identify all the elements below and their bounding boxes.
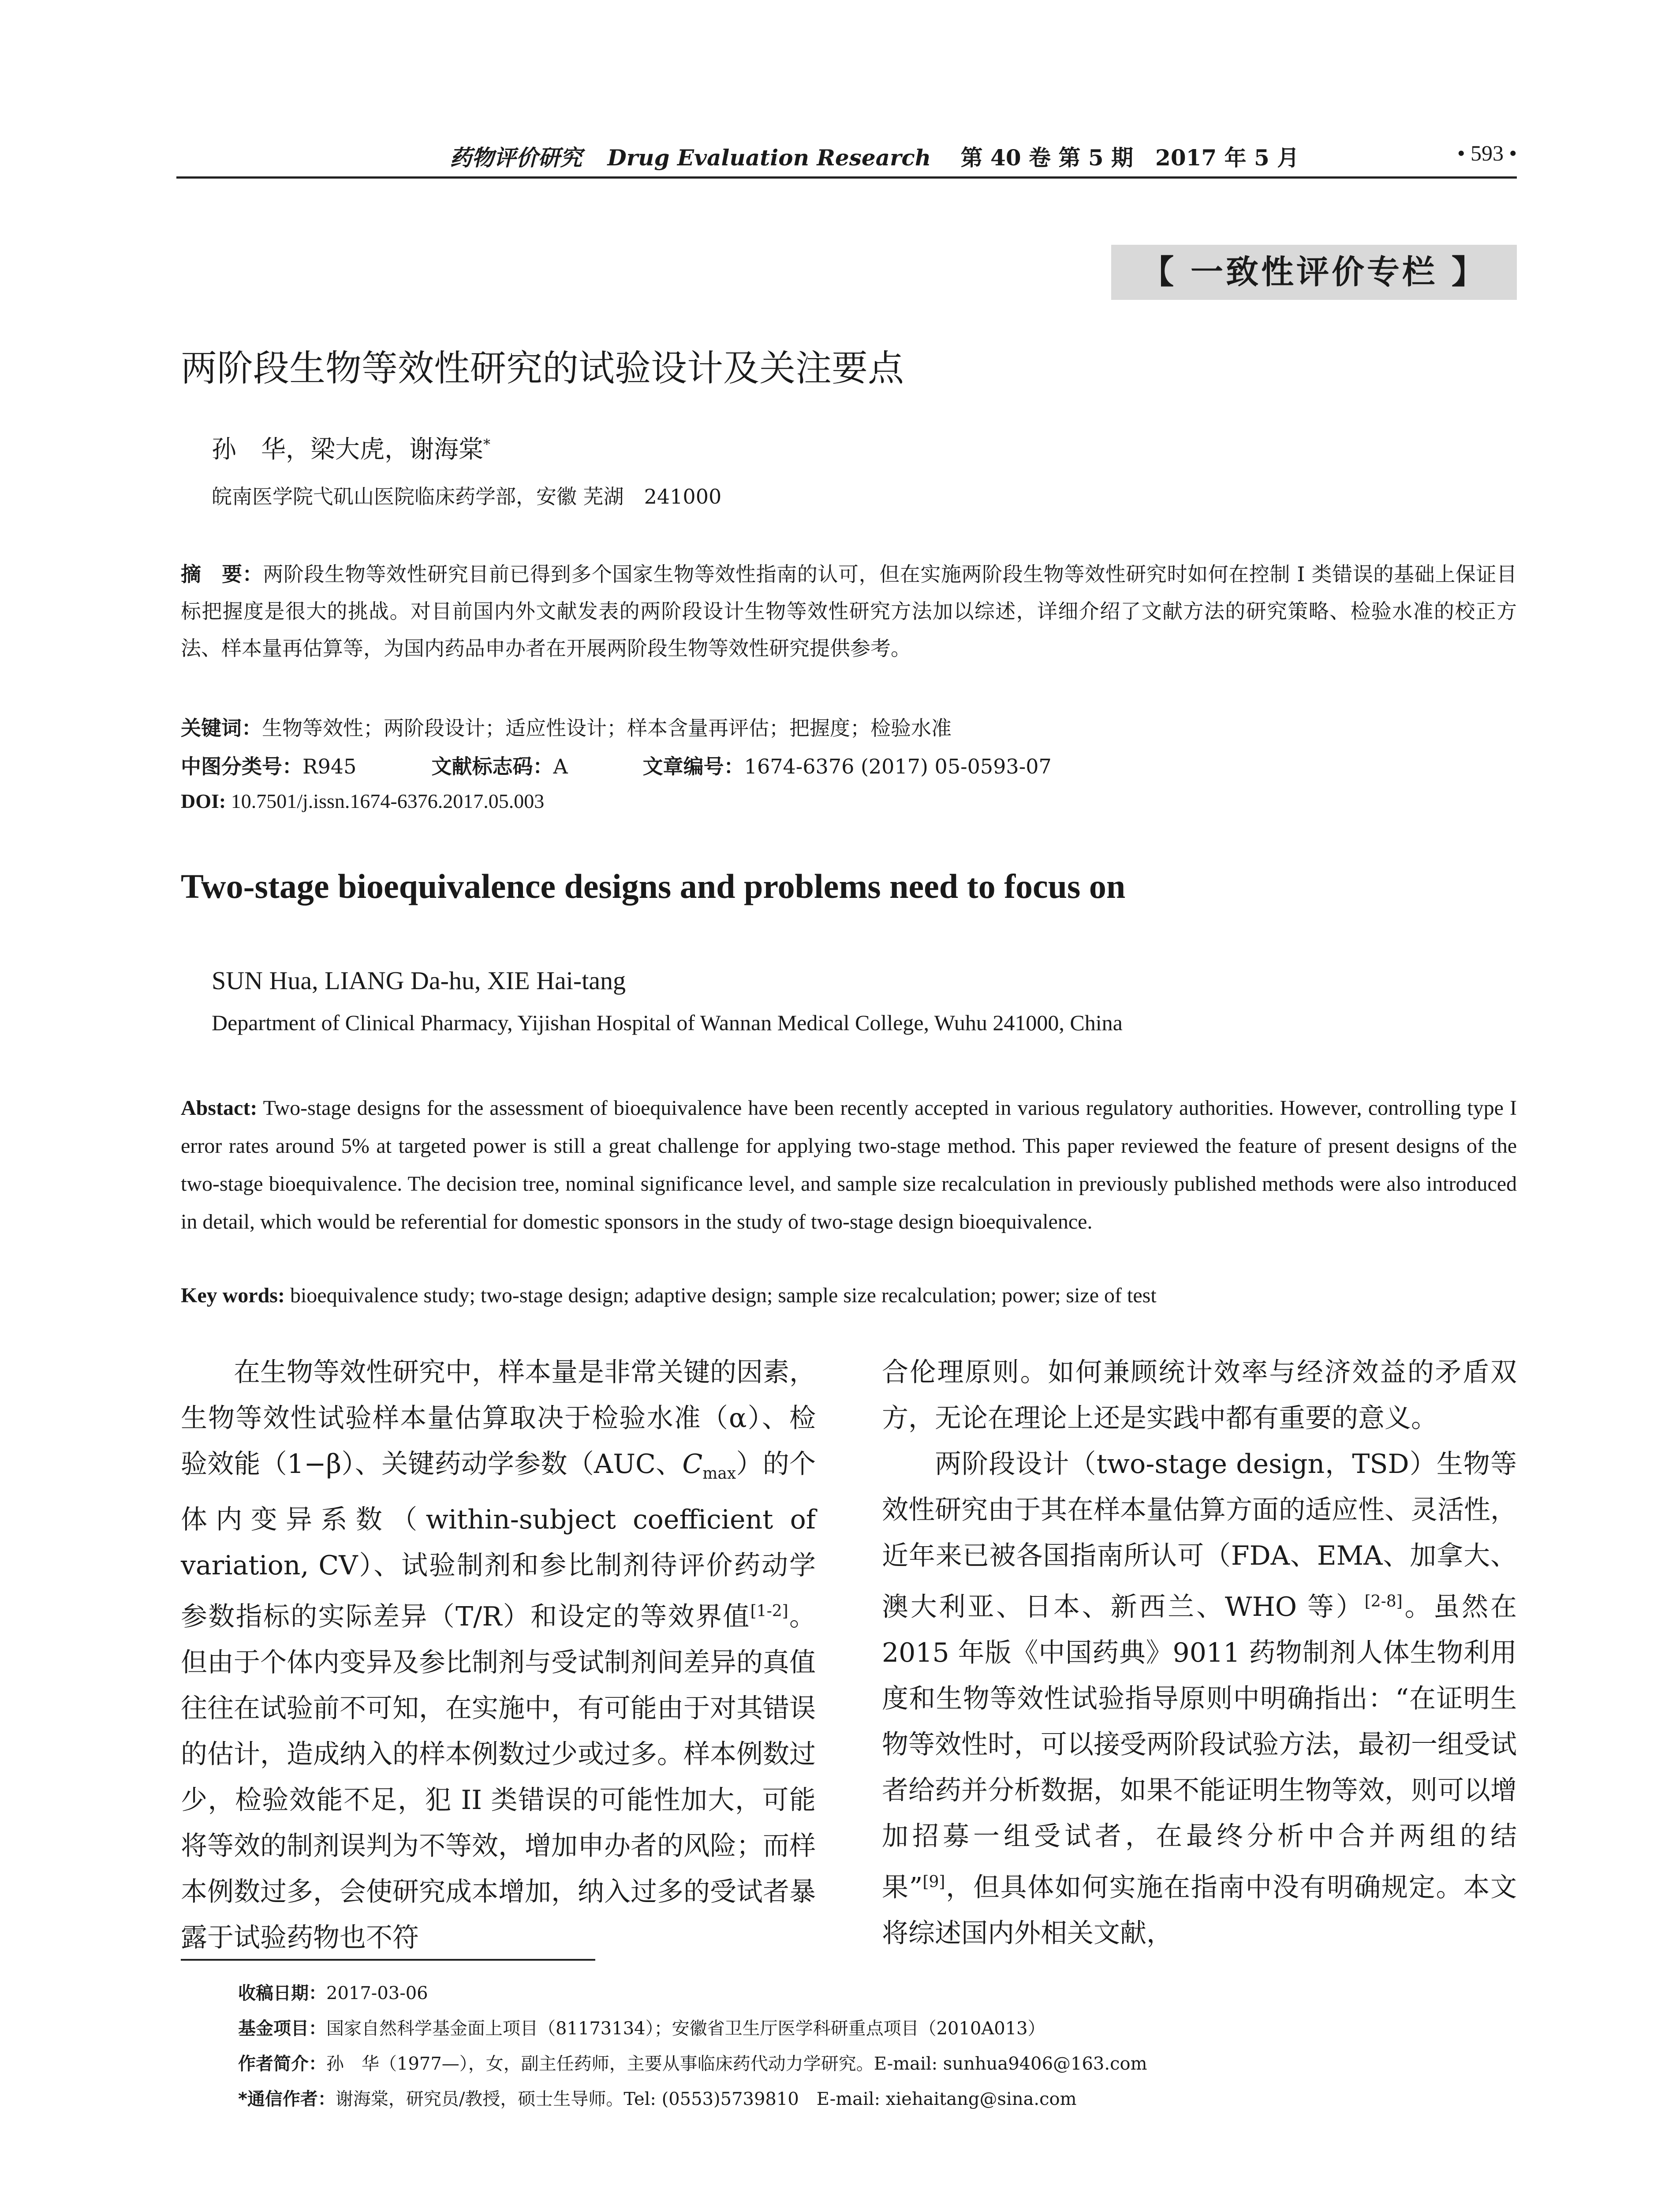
page-number: • 593 • bbox=[1457, 141, 1517, 165]
en-abstract bbox=[181, 1089, 1517, 1241]
en-abstract-label: Abstact: bbox=[181, 1096, 258, 1120]
footnote-rule bbox=[181, 1959, 595, 1961]
citation: [2-8] bbox=[1364, 1592, 1403, 1611]
cmax-subscript: max bbox=[702, 1465, 736, 1483]
cmax-symbol: C bbox=[682, 1449, 703, 1480]
footnotes bbox=[238, 1976, 1517, 2117]
journal-masthead bbox=[450, 140, 1299, 172]
column-tag: 【 一致性评价专栏 】 bbox=[1111, 245, 1517, 300]
cn-author-names: 孙 华，梁大虎，谢海棠 bbox=[212, 435, 483, 464]
footnote-text: 2017-03-06 bbox=[326, 1983, 428, 2003]
en-keywords bbox=[181, 1283, 1517, 1308]
cn-classification bbox=[181, 751, 1517, 780]
doc-code-label: 文献标志码： bbox=[431, 755, 553, 778]
cn-abstract-label: 摘 要： bbox=[181, 562, 263, 586]
running-header bbox=[176, 140, 1517, 176]
citation: [9] bbox=[922, 1873, 945, 1891]
doc-code-value: A bbox=[553, 755, 568, 778]
en-keywords-label: Key words: bbox=[181, 1284, 285, 1307]
corresponding-mark: * bbox=[483, 436, 490, 453]
doi-line bbox=[181, 789, 544, 813]
en-title: Two-stage bioequivalence designs and problems need to focus on bbox=[181, 867, 1126, 905]
body-paragraph: 合伦理原则。如何兼顾统计效率与经济效益的矛盾双方，无论在理论上还是实践中都有重要的意义。 bbox=[882, 1357, 1517, 1434]
cn-abstract bbox=[181, 556, 1517, 667]
footnote-label: 收稿日期： bbox=[238, 1983, 326, 2003]
footnote-received bbox=[238, 1976, 1517, 2011]
doi-label: DOI: bbox=[181, 790, 226, 812]
en-keywords-text: bioequivalence study; two-stage design; adaptive design; sample size recalculation; power; size of test bbox=[290, 1284, 1157, 1307]
footnote-text: 孙 华（1977—），女，副主任药师，主要从事临床药代动力学研究。E-mail: sunhua9406@163.com bbox=[326, 2054, 1147, 2074]
cn-keywords-text: 生物等效性；两阶段设计；适应性设计；样本含量再评估；把握度；检验水准 bbox=[262, 716, 952, 740]
cn-keywords bbox=[181, 712, 1517, 741]
body-column-left bbox=[181, 1349, 816, 1961]
cn-affiliation: 皖南医学院弋矶山医院临床药学部，安徽 芜湖 241000 bbox=[212, 485, 722, 508]
cn-title: 两阶段生物等效性研究的试验设计及关注要点 bbox=[181, 348, 904, 389]
footnote-text: 谢海棠，研究员/教授，硕士生导师。Tel: (0553)5739810 E-mail: xiehaitang@sina.com bbox=[335, 2089, 1077, 2109]
body-text: 在生物等效性研究中，样本量是非常关键的因素，生物等效性试验样本量估算取决于检验水准（α）、检验效能（1−β）、关键药动学参数（AUC、 bbox=[181, 1357, 816, 1480]
cn-authors bbox=[212, 430, 490, 465]
cn-keywords-label: 关键词： bbox=[181, 716, 262, 740]
footnote-label: 作者简介： bbox=[238, 2054, 326, 2074]
body-text: 。虽然在 2015 年版《中国药典》9011 药物制剂人体生物利用度和生物等效性试验指导原则中明确指出：“在证明生物等效性时，可以接受两阶段试验方法，最初一组受试者给药并分析数据，如果不能证明生物等效，则可以增加招募一组受试者，在最终分析中合并两组的结果” bbox=[882, 1592, 1517, 1903]
body-text: 两阶段设计（two-stage design，TSD）生物等效性研究由于其在样本量估算方面的适应性、灵活性，近年来已被各国指南所认可（FDA、EMA、加拿大、澳大利亚、日本、新西兰、WHO 等） bbox=[882, 1449, 1517, 1622]
footnote-text: 国家自然科学基金面上项目（81173134）；安徽省卫生厅医学科研重点项目（2010A013） bbox=[326, 2018, 1045, 2039]
body-text: ）的个体内变异系数（within-subject coefficient of variation, CV）、试验制剂和参比制剂待评价药动学参数指标的实际差异（T/R）和设定的等效界值 bbox=[181, 1449, 816, 1632]
footnote-label: *通信作者： bbox=[238, 2089, 336, 2109]
header-rule bbox=[176, 176, 1517, 179]
en-authors: SUN Hua, LIANG Da-hu, XIE Hai-tang bbox=[212, 966, 626, 995]
article-no-label: 文章编号： bbox=[642, 755, 744, 778]
footnote-corresponding bbox=[238, 2082, 1517, 2117]
en-affiliation: Department of Clinical Pharmacy, Yijishan Hospital of Wannan Medical College, Wuhu 241000, China bbox=[212, 1010, 1123, 1035]
footnote-label: 基金项目： bbox=[238, 2018, 326, 2039]
journal-logo: 药物评价研究 bbox=[450, 145, 582, 171]
journal-name-en: Drug Evaluation Research bbox=[607, 145, 931, 171]
body-text: ，但具体如何实施在指南中没有明确规定。本文将综述国内外相关文献， bbox=[882, 1872, 1517, 1949]
issue-info: 第 40 卷 第 5 期 2017 年 5 月 bbox=[960, 145, 1299, 171]
footnote-fund bbox=[238, 2011, 1517, 2046]
cn-abstract-text: 两阶段生物等效性研究目前已得到多个国家生物等效性指南的认可，但在实施两阶段生物等效性研究时如何在控制 I 类错误的基础上保证目标把握度是很大的挑战。对目前国内外文献发表的两阶段设计生物等效性研究方法加以综述，详细介绍了文献方法的研究策略、检验水准的校正方法、样本量再估算等，为国内药品申办者在开展两阶段生物等效性研究提供参考。 bbox=[181, 562, 1517, 660]
article-no-value: 1674-6376 (2017) 05-0593-07 bbox=[744, 755, 1052, 778]
body-paragraph bbox=[882, 1441, 1517, 1956]
body-text: 。但由于个体内变异及参比制剂与受试制剂间差异的真值往往在试验前不可知，在实施中，有可能由于对其错误的估计，造成纳入的样本例数过少或过多。样本例数过少，检验效能不足，犯 II 类错误的可能性加大，可能将等效的制剂误判为不等效，增加申办者的风险；而样本例数过多，会使研究成本增加，纳入过多的受试者暴露于试验药物也不符 bbox=[181, 1601, 816, 1953]
en-abstract-text: Two-stage designs for the assessment of bioequivalence have been recently accepted in various regulatory authorities. However, controlling type I error rates around 5% at targeted power is still a great challenge for applying two-stage method. This paper reviewed the feature of present designs of the two-stage bioequivalence. The decision tree, nominal significance level, and sample size recalculation in previously published methods were also introduced in detail, which would be referential for domestic sponsors in the study of two-stage design bioequivalence. bbox=[181, 1096, 1517, 1233]
footnote-author bbox=[238, 2046, 1517, 2082]
clc-value: R945 bbox=[302, 755, 357, 778]
body-column-right bbox=[882, 1349, 1517, 1956]
citation: [1-2] bbox=[750, 1602, 788, 1620]
body-paragraph bbox=[181, 1349, 816, 1961]
clc-label: 中图分类号： bbox=[181, 755, 302, 778]
doi-value: 10.7501/j.issn.1674-6376.2017.05.003 bbox=[231, 790, 545, 812]
